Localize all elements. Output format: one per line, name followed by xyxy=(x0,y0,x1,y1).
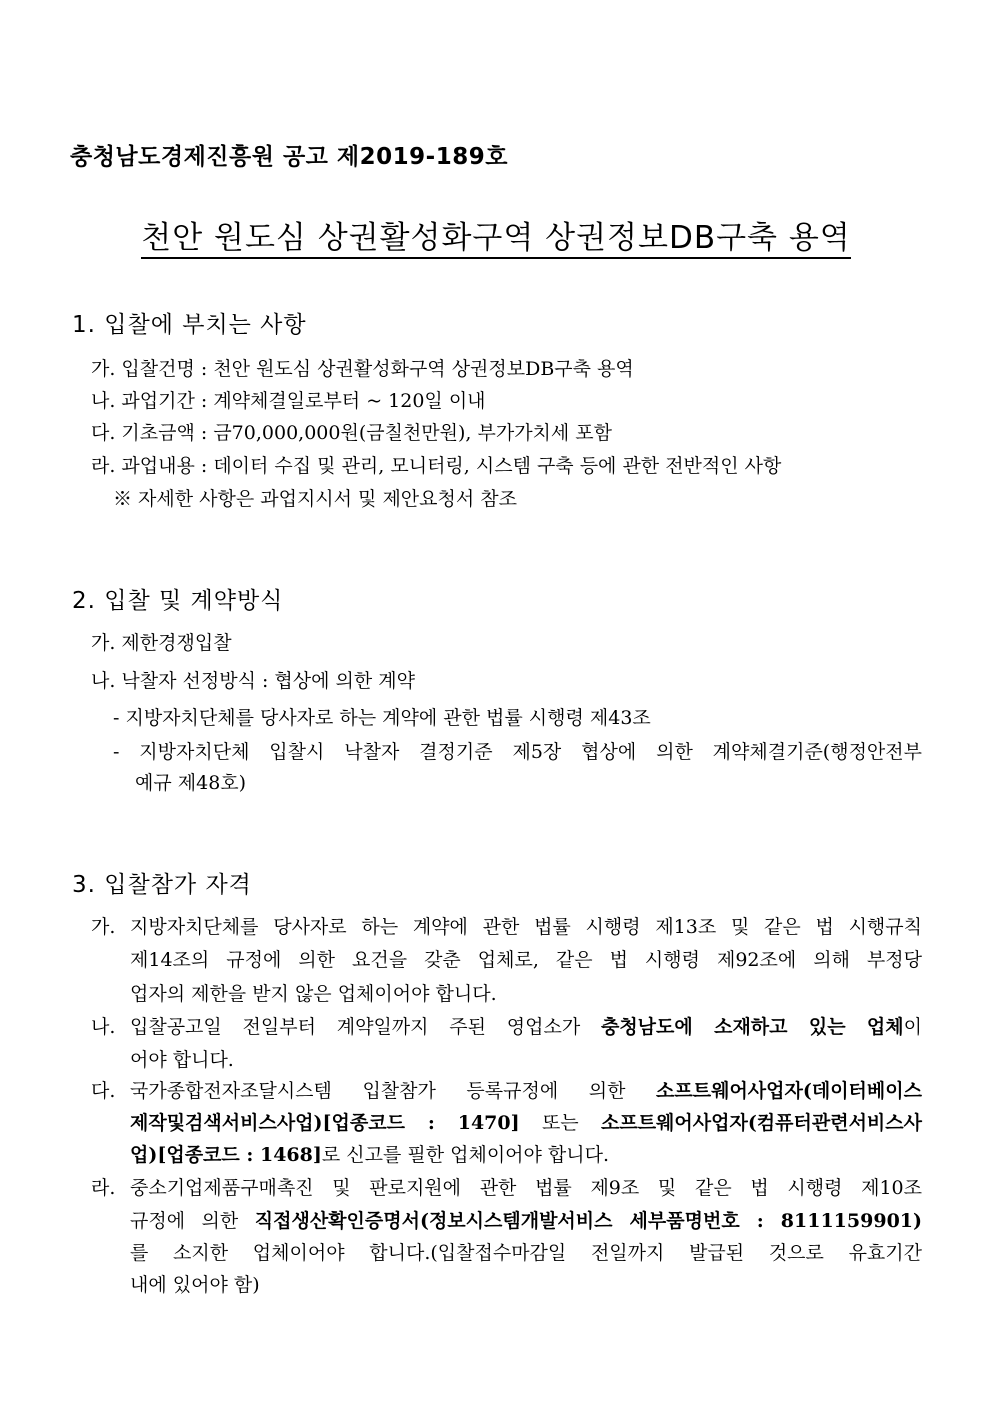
s3-na-text-c: 이 xyxy=(903,1016,922,1038)
s3-na-text-a: 입찰공고일 전일부터 계약일까지 주된 영업소가 xyxy=(130,1016,581,1038)
s3-na-line1 xyxy=(130,1012,922,1039)
s3-na-marker: 나. xyxy=(91,1016,116,1038)
s3-ra-marker: 라. xyxy=(91,1177,116,1199)
notice-number: 충청남도경제진흥원 공고 제2019-189호 xyxy=(70,144,508,170)
s3-ga-line3: 업자의 제한을 받지 않은 업체이어야 합니다. xyxy=(130,983,497,1005)
s3-ra-line2 xyxy=(130,1206,922,1233)
s1-item-content: 라. 과업내용 : 데이터 수집 및 관리, 모니터링, 시스템 구축 등에 관한 전반적인 사항 xyxy=(91,455,782,477)
s2-bullet-law: - 지방자치단체를 당사자로 하는 계약에 관한 법률 시행령 제43조 xyxy=(113,707,651,729)
s3-da-text-a: 국가종합전자조달시스템 입찰참가 등록규정에 의한 xyxy=(130,1080,626,1102)
s3-ra-text-a: 규정에 의한 xyxy=(130,1210,239,1232)
s3-ra-bold: 직접생산확인증명서(정보시스템개발서비스 세부품명번호 : 8111159901) xyxy=(254,1210,922,1232)
document-title-text: 천안 원도심 상권활성화구역 상권정보DB구축 용역 xyxy=(141,220,850,259)
document-title xyxy=(0,212,992,257)
s3-ga-line2: 제14조의 규정에 의한 요건을 갖춘 업체로, 같은 법 시행령 제92조에 의해 부정당 xyxy=(130,949,922,971)
s3-ra-line4: 내에 있어야 함) xyxy=(130,1274,260,1296)
s2-item-selection: 나. 낙찰자 선정방식 : 협상에 의한 계약 xyxy=(91,670,415,692)
section-2-heading: 2. 입찰 및 계약방식 xyxy=(72,588,284,614)
s3-da-line2 xyxy=(130,1108,922,1135)
section-3-heading: 3. 입찰참가 자격 xyxy=(72,872,252,898)
s2-bullet-criteria: - 지방자치단체 입찰시 낙찰자 결정기준 제5장 협상에 의한 계약체결기준(행정안전부 xyxy=(113,741,922,763)
s3-da-bold-a: 소프트웨어사업자(데이터베이스 xyxy=(656,1080,922,1102)
s1-note: ※ 자세한 사항은 과업지시서 및 제안요청서 참조 xyxy=(113,488,517,510)
s3-da-line3 xyxy=(130,1140,609,1167)
section-1-heading: 1. 입찰에 부치는 사항 xyxy=(72,312,307,338)
s3-na-bold: 충청남도에 소재하고 있는 업체 xyxy=(600,1016,904,1038)
s2-bullet-criteria-cont: 예규 제48호) xyxy=(135,772,247,794)
s3-da-text-b: 또는 xyxy=(541,1112,579,1134)
s1-item-price: 다. 기초금액 : 금70,000,000원(금칠천만원), 부가가치세 포함 xyxy=(91,422,613,444)
s3-da-bold-d: 업)[업종코드 : 1468] xyxy=(130,1144,322,1166)
s3-da-line1 xyxy=(130,1076,922,1103)
s3-da-marker: 다. xyxy=(91,1080,116,1102)
s2-item-method: 가. 제한경쟁입찰 xyxy=(91,632,232,654)
s3-da-bold-c: 소프트웨어사업자(컴퓨터관련서비스사 xyxy=(600,1112,922,1134)
s3-da-bold-b: 제작및검색서비스사업)[업종코드 : 1470] xyxy=(130,1112,520,1134)
s3-ra-line1: 중소기업제품구매촉진 및 판로지원에 관한 법률 제9조 및 같은 법 시행령 제10조 xyxy=(130,1177,922,1199)
s1-item-period: 나. 과업기간 : 계약체결일로부터 ~ 120일 이내 xyxy=(91,390,486,412)
s3-da-text-c: 로 신고를 필한 업체이어야 합니다. xyxy=(321,1144,610,1166)
s3-ga-line1: 지방자치단체를 당사자로 하는 계약에 관한 법률 시행령 제13조 및 같은 법 시행규칙 xyxy=(130,916,922,938)
s3-ra-line3: 를 소지한 업체이어야 합니다.(입찰접수마감일 전일까지 발급된 것으로 유효기간 xyxy=(130,1242,922,1264)
s1-item-name: 가. 입찰건명 : 천안 원도심 상권활성화구역 상권정보DB구축 용역 xyxy=(91,358,634,380)
s3-ga-marker: 가. xyxy=(91,916,116,938)
s3-na-line2: 어야 합니다. xyxy=(130,1049,234,1071)
